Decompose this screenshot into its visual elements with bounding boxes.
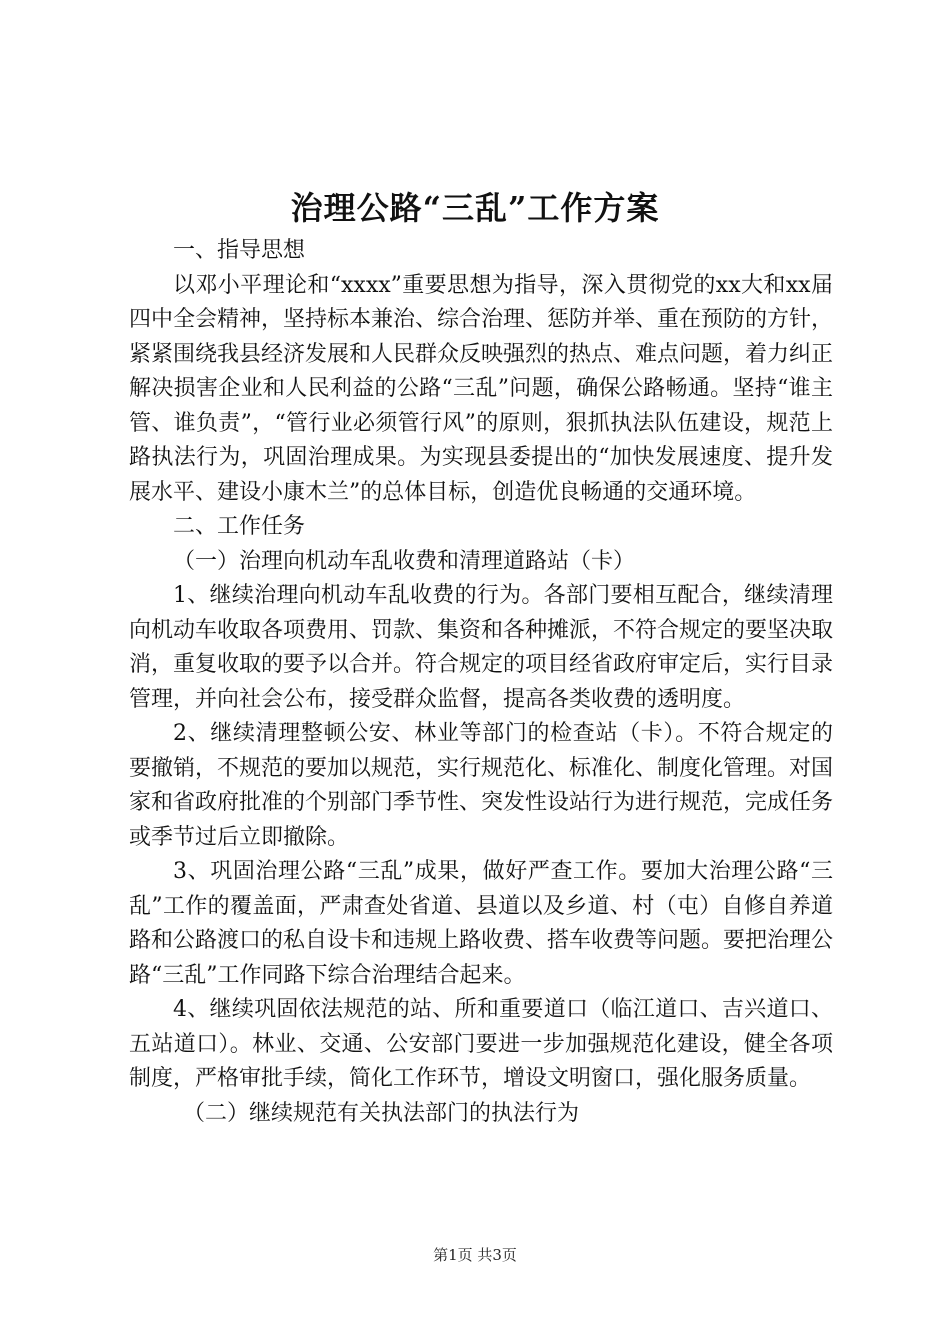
paragraph-item-1: 1、继续治理向机动车乱收费的行为。各部门要相互配合，继续清理向机动车收取各项费用、罚款、集资和各种摊派，不符合规定的要坚决取消，重复收取的要予以合并。符合规定的项目经省政府审定后，实行目录管理，并向社会公布，接受群众监督，提高各类收费的透明度。 <box>129 583 834 712</box>
paragraph-item-2: 2、继续清理整顿公安、林业等部门的检查站（卡）。不符合规定的要撤销，不规范的要加以规范，实行规范化、标准化、制度化管理。对国家和省政府批准的个别部门季节性、突发性设站行为进行规范，完成任务或季节过后立即撤除。 <box>129 721 834 850</box>
page-footer: 第1页 共3页 <box>433 1246 517 1264</box>
subheading-task-1: （一）治理向机动车乱收费和清理道路站（卡） <box>173 548 636 574</box>
document-title: 治理公路“三乱”工作方案 <box>290 189 660 227</box>
section-heading-work-tasks: 二、工作任务 <box>173 514 306 539</box>
paragraph-item-4: 4、继续巩固依法规范的站、所和重要道口（临江道口、吉兴道口、五站道口）。林业、交通、公安部门要进一步加强规范化建设，健全各项制度，严格审批手续，简化工作环节，增设文明窗口，强化服务质量。 <box>129 997 833 1091</box>
paragraph-item-3: 3、巩固治理公路“三乱”成果，做好严查工作。要加大治理公路“三乱”工作的覆盖面，严肃查处省道、县道以及乡道、村（屯）自修自养道路和公路渡口的私自设卡和违规上路收费、搭车收费等问题。要把治理公路“三乱”工作同路下综合治理结合起来。 <box>129 859 834 988</box>
section-heading-guiding-ideology: 一、指导思想 <box>173 238 306 263</box>
document-body <box>129 234 833 1131</box>
paragraph-guiding-ideology: 以邓小平理论和“xxxx”重要思想为指导，深入贯彻党的xx大和xx届四中全会精神，坚持标本兼治、综合治理、惩防并举、重在预防的方针，紧紧围绕我县经济发展和人民群众反映强烈的热点、难点问题，着力纠正解决损害企业和人民利益的公路“三乱”问题，确保公路畅通。坚持“谁主管、谁负责”，“管行业必须管行风”的原则，狠抓执法队伍建设，规范上路执法行为，巩固治理成果。为实现县委提出的“加快发展速度、提升发展水平、建设小康木兰”的总体目标，创造优良畅通的交通环境。 <box>129 272 834 505</box>
subheading-task-2: （二）继续规范有关执法部门的执法行为 <box>183 1100 580 1126</box>
